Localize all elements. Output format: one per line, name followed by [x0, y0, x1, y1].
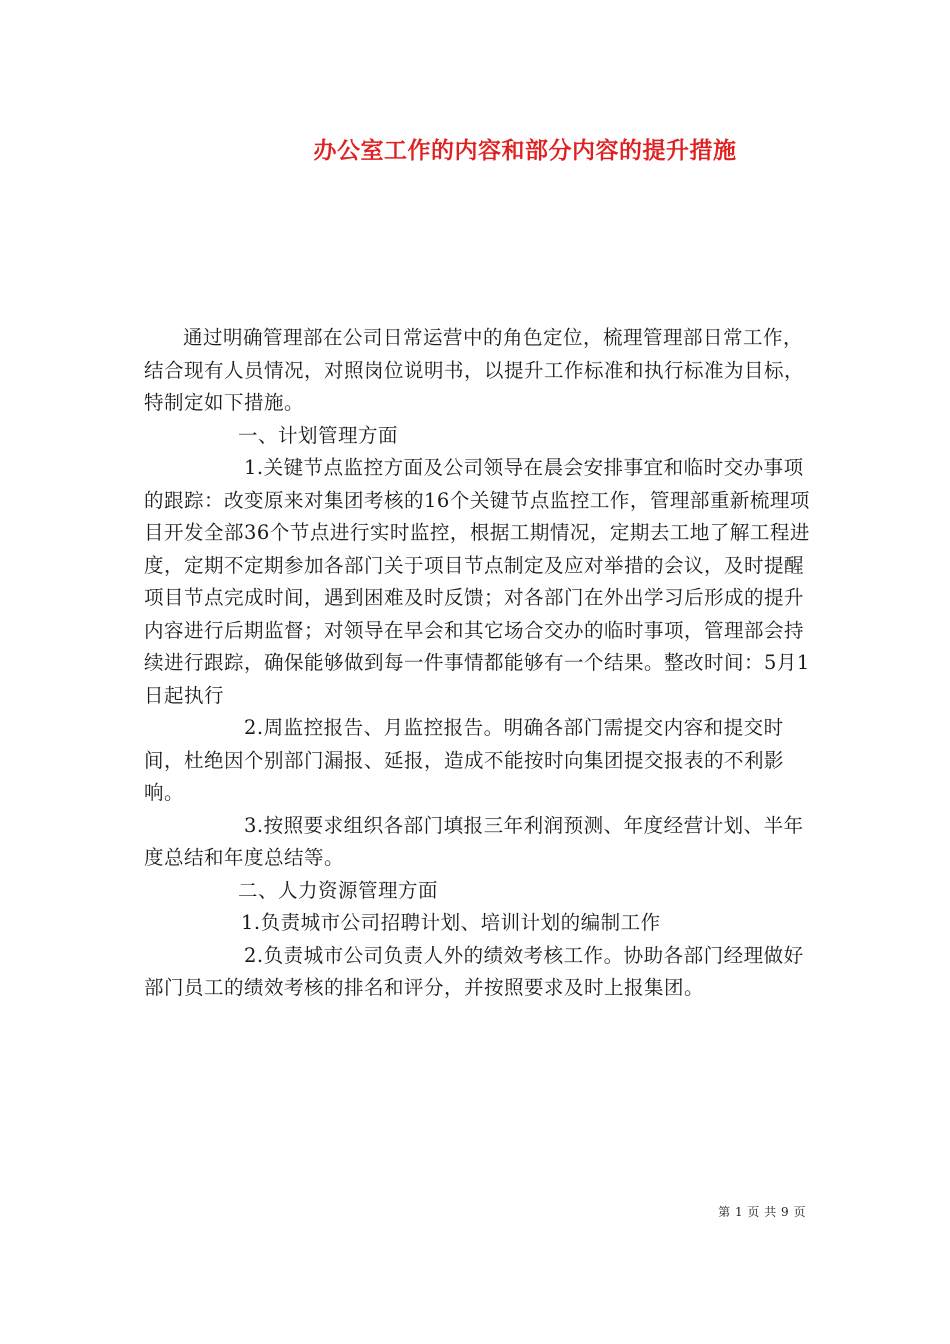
document-body — [144, 322, 816, 1005]
section-2-heading: 二、人力资源管理方面 — [238, 878, 439, 902]
section-1-item-2: 2.周监控报告、月监控报告。明确各部门需提交内容和提交时间，杜绝因个别部门漏报、延报，造成不能按时向集团提交报表的不利影响。 — [144, 716, 785, 804]
page-number-footer: 第 1 页 共 9 页 — [718, 1205, 806, 1219]
intro-paragraph: 通过明确管理部在公司日常运营中的角色定位，梳理管理部日常工作，结合现有人员情况，对照岗位说明书，以提升工作标准和执行标准为目标，特制定如下措施。 — [144, 326, 805, 414]
section-1-item-1: 1.关键节点监控方面及公司领导在晨会安排事宜和临时交办事项的跟踪：改变原来对集团考核的16个关键节点监控工作，管理部重新梳理项目开发全部36个节点进行实时监控，根据工期情况，定期去工地了解工程进度，定期不定期参加各部门关于项目节点制定及应对举措的会议，及时提醒项目节点完成时间，遇到困难及时反馈；对各部门在外出学习后形成的提升内容进行后期监督；对领导在早会和其它场合交办的临时事项，管理部会持续进行跟踪，确保能够做到每一件事情都能够有一个结果。整改时间：5月1日起执行 — [144, 456, 810, 707]
section-1-item-3: 3.按照要求组织各部门填报三年利润预测、年度经营计划、半年度总结和年度总结等。 — [144, 813, 804, 869]
section-1-heading: 一、计划管理方面 — [238, 423, 399, 447]
section-2-item-2: 2.负责城市公司负责人外的绩效考核工作。协助各部门经理做好部门员工的绩效考核的排名和评分，并按照要求及时上报集团。 — [144, 943, 804, 999]
section-2-item-1: 1.负责城市公司招聘计划、培训计划的编制工作 — [241, 911, 661, 934]
document-title: 办公室工作的内容和部分内容的提升措施 — [313, 137, 737, 164]
